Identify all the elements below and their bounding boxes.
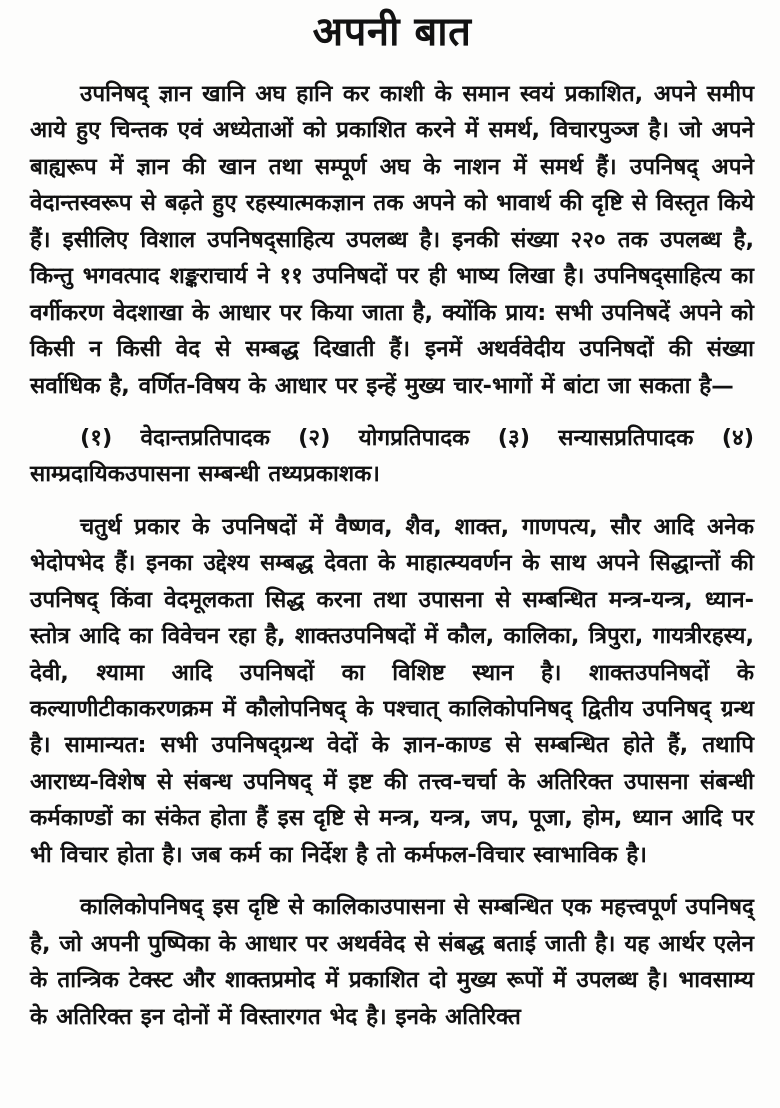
paragraph-kalikopanishad: कालिकोपनिषद् इस दृष्टि से कालिकाउपासना से सम्बन्धित एक महत्त्वपूर्ण उपनिषद् है, जो अपनी पुष्पिका के आधार पर अथर्ववेद से संबद्ध बताई जाती है। यह आर्थर एलेन के तान्त्रिक टेक्स्ट और शाक्तप्रमोद में प्रकाशित दो मुख्य रूपों में उपलब्ध है। भावसाम्य के अतिरिक्त इन दोनों में विस्तारगत भेद है। इनके अतिरिक्त	[30, 894, 754, 1030]
paragraph-fourth-type: चतुर्थ प्रकार के उपनिषदों में वैष्णव, शैव, शाक्त, गाणपत्य, सौर आदि अनेक भेदोपभेद हैं। इनका उद्देश्य सम्बद्ध देवता के माहात्म्यवर्णन के साथ अपने सिद्धान्तों की उपनिषद् किंवा वेदमूलकता सिद्ध करना तथा उपासना से सम्बन्धित मन्त्र-यन्त्र, ध्यान-स्तोत्र आदि का विवेचन रहा है, शाक्तउपनिषदों में कौल, कालिका, त्रिपुरा, गायत्रीरहस्य, देवी, श्यामा आदि उपनिषदों का विशिष्ट स्थान है। शाक्तउपनिषदों के कल्याणीटीकाकरणक्रम में कौलोपनिषद् के पश्चात् कालिकोपनिषद् द्वितीय उपनिषद् ग्रन्थ है। सामान्यत: सभी उपनिषद्ग्रन्थ वेदों के ज्ञान-काण्ड से सम्बन्धित होते हैं, तथापि आराध्य-विशेष से संबन्ध उपनिषद् में इष्ट की तत्त्व-चर्चा के अतिरिक्त उपासना संबन्धी कर्मकाण्डों का संकेत होता हैं इस दृष्टि से मन्त्र, यन्त्र, जप, पूजा, होम, ध्यान आदि पर भी विचार होता है। जब कर्म का निर्देश है तो कर्मफल-विचार स्वाभाविक है।	[30, 513, 754, 868]
paragraph-intro: उपनिषद् ज्ञान खानि अघ हानि कर काशी के समान स्वयं प्रकाशित, अपने समीप आये हुए चिन्तक एवं अध्येताओं को प्रकाशित करने में समर्थ, विचारपुञ्ज है। जो अपने बाह्यरूप में ज्ञान की खान तथा सम्पूर्ण अघ के नाशन में समर्थ हैं। उपनिषद् अपने वेदान्तस्वरूप से बढ़ते हुए रहस्यात्मकज्ञान तक अपने को भावार्थ की दृष्टि से विस्तृत किये हैं। इसीलिए विशाल उपनिषद्साहित्य उपलब्ध है। इनकी संख्या २२० तक उपलब्ध है, किन्तु भगवत्पाद शङ्कराचार्य ने ११ उपनिषदों पर ही भाष्य लिखा है। उपनिषद्साहित्य का वर्गीकरण वेदशाखा के आधार पर किया जाता है, क्योंकि प्राय: सभी उपनिषदें अपने को किसी न किसी वेद से सम्बद्ध दिखाती हैं। इनमें अथर्ववेदीय उपनिषदों की संख्या सर्वाधिक है, वर्णित-विषय के आधार पर इन्हें मुख्य चार-भागों में बांटा जा सकता है—	[30, 81, 754, 399]
page-title: अपनी बात	[312, 9, 472, 55]
paragraph-classification-list: (१) वेदान्तप्रतिपादक (२) योगप्रतिपादक (३) सन्यासप्रतिपादक (४) साम्प्रदायिकउपासना सम्बन्धी तथ्यप्रकाशक।	[30, 424, 754, 488]
